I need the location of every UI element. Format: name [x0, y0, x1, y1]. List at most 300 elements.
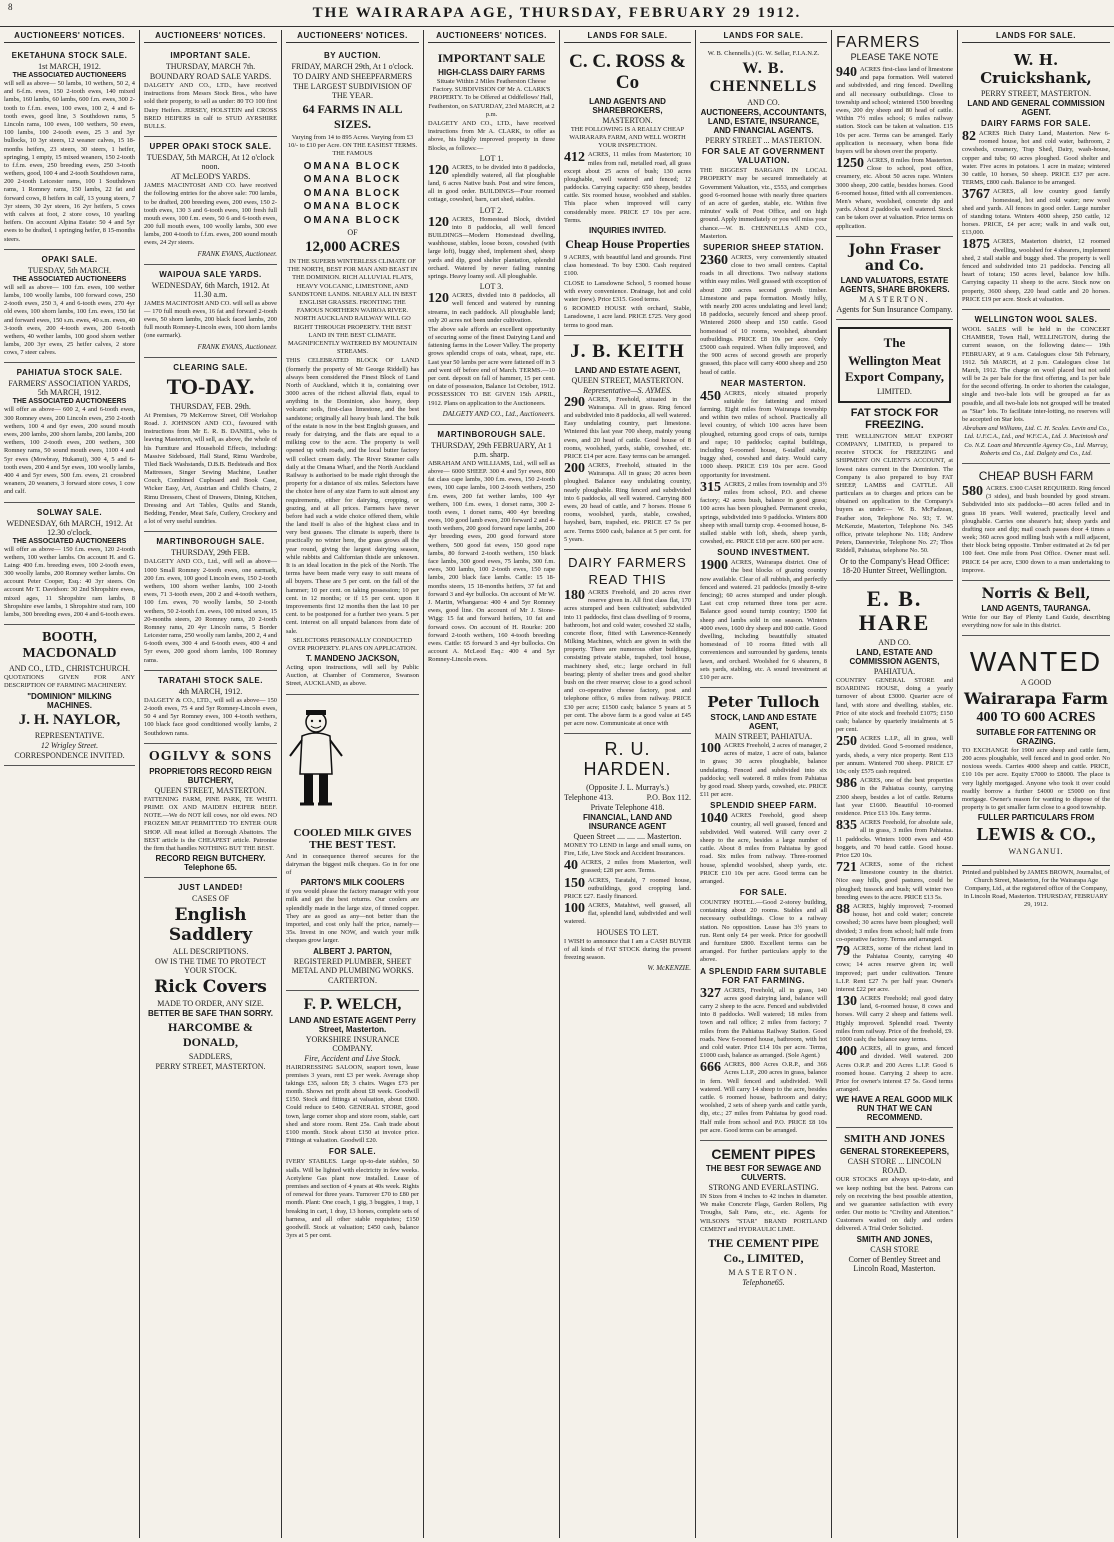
listing-acres: 250	[836, 734, 857, 750]
ad-body: CLOSE to Lansdowne School, 5 roomed house with every convenience. Drainage, hot and cold water (new). Price £315. Good terms.	[564, 279, 691, 303]
listing-acres: 1875	[962, 237, 990, 253]
ad-title: IMPORTANT SALE.	[170, 51, 251, 60]
cruickshank-ad	[962, 46, 1110, 310]
publisher-imprint: Printed and published by JAMES BROWN, Journalist, of Church Street, Masterton, for the Wairarapa Age Company, Ltd., at the registered office of the Company, in Lincoln Road, Masterton. THURSDAY, FEBRUARY 29, 1912.	[962, 865, 1110, 909]
ad-body: DALGETY AND CO., LTD., have received instructions from Messrs Stock Bros., who have sold their property, to sell as under: 80 TO 100 first Dairy Heifers. JERSEY, HOLSTEIN and CROSS BRED HEIFERS in calf to STUD AYRSHIRE BULLS.	[144, 82, 277, 130]
ad-sub: AND CO., LTD., CHRISTCHURCH.	[8, 664, 131, 674]
ad-telephone: Telephone65.	[742, 1277, 785, 1287]
lot-3	[428, 282, 555, 325]
ad-sub: HIGH-CLASS DAIRY FARMS	[438, 68, 545, 77]
ad-firm-name: ALBERT J. PARTON,	[313, 946, 392, 956]
listing-text: ACRES, nicely situated properly suitable for fattening and mixed farming. Eight miles from Wairarapa township and within two miles of school. Practically all level country, of which 100 acres have been ploughed, returning good crops of oats, turnips and rape; 10 paddocks; capital buildings, including 6-roomed house, 6-stalled stable, buggy shed, cowshed and dairy. Would carry 1000 sheep. PRICE £19 10s per acre. Good opportunity for investment.	[700, 389, 827, 479]
ad-sub: AND CO.	[878, 637, 911, 647]
ad-place: BOUNDARY ROAD SALE YARDS.	[149, 72, 272, 81]
ad-product: Wairarapa Farm	[964, 688, 1108, 708]
milkman-illustration	[286, 704, 346, 814]
dairy-farmers-ad	[564, 550, 691, 734]
ad-firm-name: OGILVY & SONS	[148, 748, 273, 764]
ad-body: And in consequence thereof secures for the dairyman the biggest milk cheques. Go in for one of	[286, 852, 419, 876]
opaki-sale-ad	[4, 250, 135, 364]
ad-firm-name: THE CEMENT PIPE Co., LIMITED,	[707, 1235, 820, 1265]
column-4	[424, 30, 560, 1538]
ad-signature: FRANK EVANS, Auctioneer.	[197, 249, 277, 258]
ad-firm: THE ASSOCIATED AUCTIONEERS	[12, 72, 127, 79]
omana-block-ad	[286, 46, 419, 695]
ad-sub: STOCK, LAND AND ESTATE AGENT,	[710, 713, 817, 732]
listing-acres: 3767	[962, 187, 990, 203]
parton-milk-cooler-ad	[286, 695, 419, 991]
listing-acres: 412	[564, 150, 585, 166]
lot-label: LOT 1.	[479, 153, 504, 163]
column-7	[832, 30, 958, 1538]
ad-private-telephone: Private Telephone 418.	[590, 802, 665, 812]
listing-text: ACRES Freehold, 2 acres of manager, 2 acres of maize, 1 acre of oats, balance in grass; 30 acres ploughable, balance undulating. Fenced and subdivided into six paddocks; well watered. 8 miles from Pahiatua by good road. Sheep yards, cowshed, etc. PRICE £11 per acre.	[700, 742, 827, 799]
upper-opaki-sale-ad	[144, 137, 277, 265]
ad-sub: CASES OF	[191, 894, 230, 904]
ad-title: IMPORTANT SALE	[437, 51, 546, 65]
ad-signatories: Abraham and Williams, Ltd. C. H. Scales. Levin and Co., Ltd. U.F.C.A., Ltd., and W.F.C.A., Ltd. J. Macintosh and Co. N.Z. Loan and Mercantile Agency Co., Ltd. Murray, Roberts and Co., Ltd. Dalgety and Co., Ltd.	[962, 425, 1110, 457]
ad-body: DALGETY AND CO., LTD., have received instructions from Mr A. CLARK, to offer as above, his highly improved property in three Blocks, as follows:—	[428, 119, 555, 152]
ad-product: PARTON'S MILK COOLERS	[300, 878, 405, 888]
lot-label: LOT 2.	[479, 205, 504, 215]
pahiatua-sale-ad	[4, 363, 135, 502]
ad-sub: STRONG AND EVERLASTING.	[708, 1182, 819, 1192]
ad-product: Rick Covers	[154, 977, 267, 998]
ad-sub: GENERAL STOREKEEPERS,	[839, 1147, 950, 1157]
ad-firm-name: C. C. ROSS & Co	[569, 51, 686, 93]
column-header: AUCTIONEERS' NOTICES.	[144, 30, 277, 43]
listing-acres: 721	[836, 860, 857, 876]
wool-sales-ad	[962, 310, 1110, 464]
ad-body: ABRAHAM AND WILLIAMS, Ltd., will sell as above— 6000 SHEEP. 300 4 and 5yr ewes, 800 fat class cape lambs, 300 f.m. ewes, 150 2-tooth ewes, 100 cape lambs, 100 2-tooth wethers, 250 f.m. ewes, 200 fat wether lambs, 100 4yr wethers, 100 f.m. ewes, 1 dorset rams, 300 2-tooth ewes, 1 dorset rams, 400 4yr breeding ewes, 100 good lamb ewes, 200 forward 2 and 4-tooth wethers, 200 good forward rape lambs, 200 4yr breeding ewes, 200 good forward store wethers, 500 good fat ewes, 150 good rape lambs, 80 forward 2-tooth wethers, 150 black face lambs, 300 good ewes, 75 lambs, 300 f.m. ewes, 300 lambs, 100 2-tooth ewes, 150 rape lambs, 200 black face lambs. Cattle: 15 18-months steers, 15 18-months heifers, 37 fat and forward 3 and 4yr bullocks. On account of Mr W. J. Martin, Whangaroa: 400 4 and 5yr Romney ewes, good line. On account of Mr J. Stone-Wigg: 15 fat and forward heifers, 10 fat and forward cows. On account of H. Rourke: 200 forward 2-tooth wethers, 160 4-tooth breeding ewes. Cattle: 65 forward 3 and 4yr bullocks. On account A. McLeod Esq.: 400 4 and 5yr Romney-Lincoln ewes.	[428, 459, 555, 664]
listing-text: ACRES, Freehold, situated in the Wairarapa. All in grass; 20 acres been ploughed. Balance easy undulating country, nearly ploughable. Ring fenced and subdivided into 6 paddocks, all well watered. Carrying 800 ewes, 20 head of cattle, and 7 horses. House 6 rooms, woolshed, yards, stable, cowshed, hayshed, barn, trapshed, etc. PRICE £7 5s per acre. Terms £600 cash, balance at 5 per cent. for 5 years.	[564, 462, 691, 543]
ad-signature: FRANK EVANS, Auctioneer.	[197, 342, 277, 351]
ad-slogan: BETTER BE SAFE THAN SORRY.	[147, 1009, 274, 1019]
booth-macdonald-ad	[4, 625, 135, 765]
norris-bell-ad	[962, 581, 1110, 636]
ad-address: PAHIATUA.	[873, 666, 916, 676]
listing-text: ACRES, Taratahi, 7 roomed house, outbuildings, good cropping land. PRICE £27. Easily financed.	[564, 876, 691, 900]
listing-text: ACRES Freehold, and 20 acres river reserve given in. All first class flat, 170 acres stumped and been cultivated; subdivided into 11 paddocks, first class dwelling of 9 rooms, bathroom, hot and cold water, cowshed 32 stalls, concrete floor, fitted with Lawrence-Kennedy Milking Machines, which are given in with the property. There are numerous other buildings, consisting private stable, trapshed, tool house, machinery shed, etc.; large orchard in full bearing; plenty of shelter trees and good shelter bush on the river reserve; close to a good school and co-operative cheese factory, post and telephone office, 6 miles from railway. PRICE £30 per acre; £1500 cash; balance 5 years at 5 per cent. The above farm is a good value at £45 per acre now. Communicate at once with	[564, 588, 691, 727]
ad-date: THURSDAY, FEB. 29th.	[170, 401, 251, 411]
ad-sub: AUCTIONEERS, ACCOUNTANTS, LAND, ESTATE, INSURANCE, AND FINANCIAL AGENTS.	[700, 108, 827, 136]
ad-body: THE FOLLOWING IS A REALLY CHEAP WAIRARAPA FARM, AND WELL WORTH YOUR INSPECTION.	[569, 125, 686, 150]
ad-headline: READ THIS	[588, 571, 667, 587]
lot-text: ACRES, divided into 8 paddocks, all well fenced and watered by running streams, in each paddock. All ploughable land; only 20 acres not been under cultivation.	[428, 292, 555, 324]
farmers-heading: FARMERS	[836, 34, 921, 51]
important-sale-ad	[144, 46, 277, 137]
ad-body: Situate Within 2 Miles Featherston Cheese Factory. SUBDIVISION OF Mr A. CLARK'S PROPERTY. To be Offered at Oddfellows' Hall, Featherston, on SATURDAY, 23rd MARCH, at 2 p.m.	[428, 78, 555, 118]
listing-acres: 940	[836, 65, 857, 80]
listing-text: ACRES, Wairarapa district. One of the best blocks of grazing country now available. Clear of all rubbish, and perfectly fenced and watered. 21 paddocks (mostly 8-wire fencing); 60 acres stumped and under plough. Last cut crop returned three tons per acre. Balance good sound turnip country; 1500 fat sheep and lambs sold in one season. Winters 4000 ewes, 1600 dry sheep and 800 cattle. Good dwelling, including beautifully situated homestead of 10 rooms fitted with all conveniences and surrounded by gardens, tennis lawn, and orchard. Woolshed for 6 shearers, 8 sets yards, stabling, etc. A sound investment at £10 per acre.	[700, 559, 827, 681]
ad-sub: THE LARGEST SUBDIVISION OF THE YEAR.	[293, 82, 412, 100]
ad-footer: RECORD REIGN BUTCHERY. Telephone 65.	[155, 854, 266, 873]
ad-firm-name: R. U. HARDEN.	[583, 739, 672, 779]
ad-sub: Agents for Sun Insurance Company.	[836, 304, 953, 314]
ad-body: will sell as above— 50 lambs, 10 wethers, 50 2, 4 and 6-f.m. ewes, 150 2-tooth ewes, 140 mixed lambs, 160 lambs, 60 lambs, 600 f.m. ewes, 300 2-tooth to f.f.m. ewes, 100 ewes, 100 2, 4 and 6-tooth ewes, good line, 3 Southdown rams, 5 Lincoln rams, 100 ewes, 100 wethers, 50 ewes, 100 lambs, 100 2-tooth ewes, 25 3 and 3yr bullocks, 10 3yr steers, 12 weaner calves, 15 18-months heifers, 23 steers, 30 steers, 1 heifer, springing, 1 empty, 15 mixed weaners, 150 2-tooth to f.f.m. ewes, 250 breeding ewes, 250 3-tooth wethers, good, 100 4 and 2-tooth Southdown rams, 200 2-tooth Leicester rams, 100 1 Southdown rams, 1 Romney rams, 150 lambs, 22 fat and forward cows, 8 heifers in calf, 13 young steers, 7 3yr steers, 30 2yr steers, 16 2yr heifers, 5 cows with calves at foot, 2 store cows, 10 yearling heifers. On account Alpina Estate: 50 4 and 5yr ewes to be drafted, 1 springing heifer, 8 15-months steers.	[4, 80, 135, 243]
ad-title: CLEARING SALE.	[173, 362, 248, 372]
ad-product: "DOMINION" MILKING MACHINES.	[27, 691, 112, 710]
page-number: 8	[8, 2, 13, 12]
ross-ad	[564, 46, 691, 336]
ad-firm: THE ASSOCIATED AUCTIONEERS	[12, 537, 127, 545]
ad-title: FOR SALE.	[328, 1147, 377, 1157]
taratahi-sale-ad	[144, 671, 277, 744]
listing-acres: 580	[962, 483, 983, 499]
ad-body: OW IS THE TIME TO PROTECT YOUR STOCK.	[154, 957, 267, 976]
ad-headline: COOLED MILK GIVES THE BEST TEST.	[293, 826, 412, 851]
ad-range: 400 TO 600 ACRES	[976, 709, 1096, 725]
ad-address: CARTERTON.	[328, 975, 377, 985]
listing-acres: 180	[564, 587, 585, 603]
ad-title: OPAKI SALE.	[41, 254, 98, 264]
listing-text: ACRES. £300 CASH REQUIRED. Ring fenced (3 sides), and bush bounded by good stream. Subdivided into six paddocks—80 acres felled and in grass 18 years. Well watered, practically level and ploughable. Carries one shearer's hut; sheep yards and drafting race and dip; mail coach passes door 4 times a week; 360 acres good milling bush with a mill adjacent, their block being opposite. Timber estimated at 2s 6d per 100 feet. One mile from Post Office. Owner must sell. PRICE £4 per acre, £300 down to a man undertaking to improve.	[962, 484, 1110, 574]
ad-body: will offer as above— 600 2, 4 and 6-tooth ewes, 300 Romney ewes, 200 Lincoln ewes, 250 2-tooth wethers, 100 4 and 6yr ewes, 200 sound mouth ewes, 200 lambs, 200 shorn lambs, 200 lambs, 200 wethers, 100 2-tooth ewes, 200 wethers, 300 Romney rams, 50 sound mouth ewes, 1100 4 and 5yr ewes (Mowbray, Hukanui), 300 4, 5 and 6-tooth ewes, 200 4 and 5yr ewes, 100 woolly lambs, 400 4 and 5yr ewes, 500 f.m. ewes, 21 crossbred weaners, 20 weaners, 3 forward store cows, 1 cow and calf.	[4, 406, 135, 496]
column-header: AUCTIONEERS' NOTICES.	[428, 30, 555, 43]
listing-acres: 666	[700, 1060, 721, 1076]
ad-headline: Cheap House Properties	[565, 237, 690, 252]
listing-text: ACRES, all low country good family homestead, hot and cold water; new wool shed and yards. All fences in good order. Large number of standing totara. Winters 4000 sheep, 250 cattle, 12 horses. PRICE, £4 per acre; walk in and walk out, £13,000.	[962, 188, 1110, 237]
ad-firm-name: E. B. HARE	[858, 585, 931, 635]
ad-sub: HOUSES TO LET.	[596, 927, 659, 937]
listing-text: ACRES, some of the richest limestone country in the district. Nice easy hills, good pastures, could be ploughed; tussock and bush; will winter two breeding ewes to the acre. PRICE £13 5s.	[836, 861, 953, 901]
ad-date: THURSDAY, MARCH 7th.	[165, 62, 256, 71]
lot-acres: 120	[428, 291, 449, 307]
listing-text: ACRES Freehold, for absolute sale, all in grass, 3 miles from Pahiatua. 11 paddocks. Winters 1000 ewes and 450 hoggets, and 70 head cattle. Good house. Price £20 10s.	[836, 819, 953, 859]
ad-body: JAMES MACINTOSH AND CO. have received the following entries for the above sale: 700 lambs, to be drafted, 200 breeding ewes, 200 ewes, 150 2-tooth ewes, 130 3 and 6-tooth ewes, 100 fresh full mouth ewes, 100 f.m. ewes, 50 6 and 6-tooth ewes, 200 full mouth ewes, 100 woolly lambs, 300 ewe lambs, 200 4-tooth to f.f.m. ewes, 200 sound mouth ewes, 24 2yr steers.	[144, 182, 277, 247]
ad-address: PERRY STREET, MASTERTON.	[980, 89, 1092, 98]
cheap-bush-farm-ad	[962, 464, 1110, 581]
listing-text: ACRES Freehold, good sheep country, all well grassed, fenced and subdivided. Well watered. Will carry over 2 sheep to the acre, besides a large number of cattle. About 8 miles from Pahiatua by good road. Six miles from railway. Three-roomed house, splendid woolshed, sheep yards, etc. PRICE £10 10s per acre. Good terms can be arranged.	[700, 812, 827, 885]
ad-address: MASTERTON.	[602, 115, 653, 125]
listing-text: ACRES, very conveniently situated close to two small centres. Capital roads in all directions. Two railway stations within easy miles. Well grassed with exception of about 200 acres second growth timber. Limestone and papa formation. Mostly hilly, with nearly 200 acres undulating and level land; 18 paddocks, securely fenced and sheep proof. Wintered 2600 sheep and 150 cattle. Good homestead of 10 rooms, woolshed, abundant outbuildings. PRICE £8 10s per acre. Only £5000 cash required. When fully improved, and the 900 acres of second growth are properly grassed, this place will carry 4000 sheep and 250 head of cattle.	[700, 253, 827, 376]
listing-text: ACRES, 2 miles from township and 3½ miles from school, P.O. and cheese factory; 42 acres bush, balance in good grass; 100 acres has been ploughed. Permanent creeks, springs, subdivided into 9 paddocks. Winters 800 sheep with small turnip crop. 4-roomed house, 8-stalled stable with loft, sheds, sheep yards, cowshed, etc. PRICE £18 per acre. 600 per acre.	[700, 480, 827, 546]
listing-acres: 2360	[700, 252, 728, 268]
ad-agent: T. MANDENO JACKSON,	[305, 654, 400, 664]
ad-body: DALGETY AND CO., Ltd., will sell as above— 1000 Small Romney 2-tooth ewes, one earmark, 200 f.m. ewes, 100 good Lincoln ewes, 150 2-tooth wethers, 100 shorn wether lambs, 100 2-tooth ewes, 71 3-tooth ewes, 200 2 and 4-tooth wethers, 100 f.m. ewes, 70 woolly lambs, 50 2-tooth wethers, 50 2-tooth f.m. ewes, 100 mixed sexes, 15 20-months steers, 20 Romney rams, 20 2-tooth Romney rams, 20 4yr Lincoln rams, 5 Border Leicester rams, 250 woolly ram lambs, 200 2, 4 and 6-tooth ewes, 300 4 and 6-tooth ewes, 400 4 and 5yr ewes, 200 good shorn lambs, 100 Romney rams.	[144, 558, 277, 664]
listing-acres: 400	[836, 1044, 857, 1060]
ad-body: I WISH to announce that I am a CASH BUYER of all kinds of FAT STOCK during the present freezing season.	[564, 937, 691, 962]
lot-acres: 120	[428, 214, 449, 230]
ad-date: WEDNESDAY, 6th March, 1912. At 11.30 a.m.	[151, 280, 270, 299]
omana-line: OMANA BLOCK	[303, 201, 402, 213]
keith-ad	[564, 336, 691, 550]
ad-firm-name: BOOTH, MACDONALD	[22, 630, 117, 662]
ad-sub: ALL DESCRIPTIONS.	[172, 947, 249, 957]
listing-text: ACRES, highly improved; 7-roomed house, hot and cold water; concrete cowshed; 30 acres have been ploughed; well divided; 3 miles from school; half mile from co-operative factory. Terms and arranged.	[836, 903, 953, 943]
ad-sub: LIMITED.	[877, 386, 912, 396]
ad-body: WOOL SALES will be held in the CONCERT CHAMBER, Town Hall, WELLINGTON, during the current season, on the following dates:— 19th FEBRUARY, at 9 a.m. Catalogues close 5th February, 1912. 5th MARCH, at 2 p.m. Catalogues close 1st March, 1912. The charge on wool placed but not sold will be 2s per bale for the first offering, and 1s per bale for the second offering. In order to shorten the catalogue, single and two-bale lots will be grouped as far as possible, and all two-bale lots not grouped will be treated as "Star" lots. To facilitate inter-lotting, no reserves will be accepted on Star lots.	[962, 325, 1110, 423]
ad-date: WEDNESDAY, 6th MARCH, 1912. At 12.30 o'clock.	[6, 518, 133, 537]
ad-footer: CORRESPONDENCE INVITED.	[14, 750, 125, 760]
listing-acres: 315	[700, 479, 721, 495]
ad-sub: TO DAIRY AND SHEEPFARMERS	[292, 72, 413, 81]
ad-body: THIS CELEBRATED BLOCK OF LAND (formerly the property of Mr George Riddell) has always been considered the Finest Block of Land North of Auckland, which it is, containing over 3000 acres of the richest alluvial flats, equal to anything in the Dominion, also heavy, deep volcanic soils, first-class limestone, and the best sandstone; originally all heavy bush land. The bulk of the estate is now in the best English grasses, and ready for dairying, and the flats are equal to a milking cow to the acre. The property is well opened up with roads, and the local butter factory will collect cream daily. The River Steamer calls daily at the Omana Wharf, and the North Auckland Railway is authorised to be made right through the property for a distance of six miles. Selectors have the choice here of any size Farm to suit almost any requirements, either for dairying, cropping, or grazing, and at all prices. Farmers have never before had such a wide choice offered them, while the land itself is also of the highest class and in very best grasses. The climate is superb, there is practically no winter here, the grass grows all the year round, giving the largest dairying season, while rabbits and Californian thistle are unknown. It is an ideal location in the pick of the North. The terms have been made very easy to suit means of all buyers. These are 5 per cent. on the fall of the hammer; 10 per cent. on taking possession; 10 per cent. in 12 months; or if 15 per cent. upon it improvements first 12 months then the last 10 per cent. to be postponed for a further two years. 5 per cent. interest on all unpaid balances from date of sale.	[286, 357, 419, 635]
ad-date: TUESDAY, 5th MARCH.	[27, 265, 112, 275]
column-header: AUCTIONEERS' NOTICES.	[286, 30, 419, 43]
waipoua-sale-ad	[144, 265, 277, 358]
ad-firm: THE ASSOCIATED AUCTIONEERS	[12, 398, 127, 406]
listing-text: ACRES, Masterton district, 12 roomed dwelling, woolshed for 4 shearers, implement shed, 2 stall stable and buggy shed. The property is well fenced and subdivided into 21 paddocks. Fencing all heart of totara; 150 acres level, balance low hills. Carrying capacity 11 sheep to the acre. Stock now on property, 3600 sheep, 220 head cattle and 20 horses. PRICE £19 per acre. Stock at valuation.	[962, 238, 1110, 303]
listing-acres: 835	[836, 818, 857, 834]
ad-body: IN THE SUPERB WINTERLESS CLIMATE OF THE NORTH, BEST FOR MAN AND BEAST IN THE DOMINION. RICH ALLUVIAL FLATS, HEAVY VOLCANIC, LIMESTONE, AND SANDSTONE LANDS. NEARLY ALL IN BEST ENGLISH GRASSES. FRONTING THE FAMOUS NORTHERN WAIROA RIVER. NORTH AUCKLAND RAILWAY WILL GO RIGHT THROUGH PROPERTY. THE BEST LAND IN THE BEST CLIMATE. MAGNIFICENTLY WATERED BY MOUNTAIN STREAMS.	[287, 258, 418, 356]
ad-rep: REPRESENTATIVE.	[34, 730, 105, 740]
listing-acres: 79	[836, 943, 850, 959]
listing-text: ACRES, Freehold, situated in the Wairarapa. All in grass. Ring fenced and subdivided into 8 paddocks, all well watered. Easy undulating country, part limestone. Wintered this last year 700 sheep, mainly young ewes, and 20 head of cattle. Good house of 8 rooms, woolshed, yards, stable, cowshed, etc. PRICE £14 per acre. Easy terms can be arranged.	[564, 395, 691, 460]
newspaper-title: THE WAIRARAPA AGE, THURSDAY, FEBRUARY 29 1912.	[312, 4, 802, 21]
ad-firm: THE ASSOCIATED AUCTIONEERS	[12, 275, 127, 283]
ad-date: TUESDAY, 5th MARCH, At 12 o'clock noon.	[146, 153, 275, 172]
column-3	[282, 30, 424, 1538]
omana-block-list	[286, 160, 419, 228]
tulloch-ad	[700, 688, 827, 1141]
clearing-sale-ad	[144, 358, 277, 533]
ad-sub: FULLER PARTICULARS FROM	[977, 813, 1095, 823]
harden-ad	[564, 734, 691, 978]
listing-acres: 450	[700, 388, 721, 404]
ad-title: FOR SALE AT GOVERNMENT VALUATION.	[702, 147, 825, 166]
ad-body: THE WELLINGTON MEAT EXPORT COMPANY, LIMITED, is prepared to receive STOCK for FREEZING and SHIPMENT ON CLIENT'S ACCOUNT, at lowest rates current in the Dominion. The Company is also prepared to buy FAT SHEEP, LAMBS and CATTLE. All particulars as to charges and prices can be obtained on application to the Company's buyers as under:— W. B. McFadzean, Feather ston, Telephone No. 93; T. W. McKenzie, Masterton, Telephone No. 345 office, private telephone No. 118; Andrew Peters, Dannevirke, Telephone No. 27; Thos Riddell, Pahiatua, telephone No. 50.	[836, 432, 953, 555]
lot-text: ACRES, to be divided into 8 paddocks, splendidly watered, all flat ploughable land, 6 acres Native bush. Post and wire fences, all in good order. BUILDINGS—Four roomed cottage, cowshed, barn, cart shed, stables.	[428, 163, 555, 204]
ad-firm-name: F. P. WELCH,	[303, 995, 402, 1013]
ad-address: Or to the Company's Head Office: 18-20 Hunter Street, Wellington.	[839, 556, 950, 575]
ad-sub: LAND AND ESTATE AGENT Perry Street, Masterton.	[289, 1015, 416, 1034]
listing-text: ACRES, 8 miles from Masterton. Close to school, post office, creamery, etc. About 50 acres rape. Winters 3000 sheep, 200 cattle, besides horses. Good 6-roomed house, fitted with all conveniences. Men's whare, woolshed, concrete dip and yards. About 2 paddocks well watered. Stock can be taken over at valuation. Price terms on application.	[836, 157, 953, 230]
ad-sub: OF	[347, 228, 358, 238]
ad-sub: AND CO.	[747, 98, 780, 108]
ad-title: SUPERIOR SHEEP STATION.	[703, 242, 824, 252]
ad-title: FOR SALE.	[739, 888, 788, 898]
ad-agent: J. H. NAYLOR,	[18, 711, 121, 728]
listing-acres: 1040	[700, 811, 728, 827]
ad-signature: CASH STORE	[870, 1244, 919, 1254]
ad-address: QUEEN STREET, MASTERTON.	[154, 785, 267, 795]
ad-body: will offer as above— 150 f.m. ewes, 120 2-tooth wethers, 100 wether lambs. On account H. and G. Laing: 400 f.m. breeding ewes, 100 2-tooth ewes, 300 woolly lambs, 200 Romney wether lambs. On account Peter Cooper, Esq.: 40 3yr steers. On account Mr T. Davidson: 30 2nd Shropshire ewes, mixed ages, 11 Shropshire ram lambs, 8 Shropshire ewe lambs, 1 Shropshire stud ram, 100 lambs, 300 breeding ewes, 200 4 and 6-tooth ewes.	[4, 545, 135, 618]
ad-sub: LAND, ESTATE AND COMMISSION AGENTS,	[849, 647, 940, 666]
ad-firm-name: J. B. KEITH	[570, 340, 685, 362]
ad-footer: WE HAVE A REAL GOOD MILK RUN THAT WE CAN RECOMMEND.	[836, 1095, 953, 1123]
ad-address: MASTERTON.	[859, 294, 930, 304]
ad-firm-name: HARCOMBE & DONALD,	[168, 1020, 253, 1050]
ad-sub: (Opposite J. L. Murray's.)	[586, 782, 669, 792]
listing-acres: 327	[700, 985, 721, 1001]
ad-footer: Corner of Bentley Street and Lincoln Road, Masterton.	[848, 1254, 941, 1273]
ad-title: TARATAHI STOCK SALE.	[158, 675, 263, 685]
wanted-farm-ad	[962, 636, 1110, 861]
clark-property-ad	[428, 46, 555, 425]
ad-sub: MADE TO ORDER, ANY SIZE.	[157, 999, 264, 1009]
column-1	[0, 30, 140, 1538]
ad-firm-name: John Fraser and Co.	[848, 241, 941, 274]
lot-2	[428, 206, 555, 282]
ad-firm-name: LEWIS & CO.,	[976, 824, 1096, 845]
ad-body: JAMES MACINTOSH AND CO. will sell as above— 170 full mouth ewes, 16 fat and forward 2-tooth ewes, 50 shorn lambs, 200 black faced lambs, 200 full mouth Romney-Lincoln ewes, 100 shorn lambs (one earmark).	[144, 299, 277, 340]
listing-acres: 1900	[700, 558, 728, 574]
listing-acres: 82	[962, 129, 976, 144]
column-5	[560, 30, 696, 1538]
omana-line: OMANA BLOCK	[303, 174, 402, 186]
ad-sub: INQUIRIES INVITED.	[589, 226, 666, 236]
ad-sub: LAND AND ESTATE AGENT,	[574, 365, 681, 375]
ad-title: MARTINBOROUGH SALE.	[156, 537, 265, 547]
masthead	[0, 0, 1114, 27]
ad-address: CASH STORE ... LINCOLN ROAD.	[847, 1157, 942, 1176]
ad-body: THE BIGGEST BARGAIN IN LOCAL PROPERTY may be secured immediately at Government Valuation, viz., £553, and comprises good 6-roomed house with nearly three quarters of an acre of garden, stable, etc. Within five minutes' walk of Post Office, and on high ground. Apply immediately or you will miss your chance.—W. B. CHENNELLS AND CO., Masterton.	[700, 167, 827, 240]
ad-title: BY AUCTION.	[323, 51, 382, 60]
ad-body: DALGETY & CO., LTD., will sell as above— 150 2-tooth ewes, 75 4 and 5yr Romney-Lincoln ewes, 50 4 and 5yr Romney ewes, 100 4-tooth wethers, 100 black face good conditioned woolly lambs, 2 Southdown rams.	[144, 696, 277, 737]
listing-acres: 100	[700, 741, 721, 757]
listing-acres: 1250	[836, 156, 864, 172]
ad-title: SOUND INVESTMENT.	[717, 548, 810, 558]
ad-body: At Premises, 79 McKerrow Street, Off Workshop Road. J. JOHNSON AND CO., favoured with instructions from Mr E. R. B. DANIEL, who is leaving Masterton, will sell, as above, the whole of his Furniture and Household Effects, including: Massive Sideboard, Hall Stand, Rimu Wardrobe, Tiled Back Washstands, D.B.B. Bedsteads and Box Mattresses, Singer Sewing Machine, Leather Couch, Combined Cupboard and Book Case, Wicker Easy, Art, Austrian and Child's Chairs, 2 Rimu Dressers, Chest of Drawers, Dining, Kitchen, Dressing and Art Tables, Quilts and Stands, Bedding, Fender, Meat Safe, Cutlery, Crockery and a lot of very useful sundries.	[144, 411, 277, 526]
ad-acres: 12,000 ACRES	[304, 239, 401, 256]
ad-body: The above sale affords an excellent opportunity of securing some of the finest Dairying Land and fattening farms in the Lower Valley. The property grows splendid crops of oats, wheat, rape, etc. Last year 50 lambs per acre were fattened off in 3 and went off before end of March. TERMS.—10 per cent. deposit on fall of hammer, 15 per cent. on date of possession, Balance 1st October, 1912. POSSESSION TO BE GIVEN 15th APRIL, 1912. Plans on application to the Auctioneers.	[428, 325, 555, 407]
ad-date: THURSDAY, 29th FEB.	[171, 548, 250, 558]
column-6	[696, 30, 832, 1538]
lot-label: LOT 3.	[479, 282, 504, 292]
ad-date: 1st MARCH, 1912.	[38, 62, 101, 71]
ad-signature: DALGETY AND CO., Ltd., Auctioneers.	[442, 409, 555, 418]
ad-title: PAHIATUA STOCK SALE.	[16, 368, 123, 378]
eketahuna-sale-ad	[4, 46, 135, 250]
omana-line: OMANA BLOCK	[303, 187, 402, 199]
column-8	[958, 30, 1114, 1538]
welch-ad	[286, 991, 419, 1246]
ad-address: Queen Street .... .... .... Masterton.	[573, 831, 682, 841]
ad-headline: FAT STOCK FOR FREEZING.	[850, 406, 939, 431]
smith-jones-ad	[836, 1128, 953, 1277]
ad-body: if you would please the factory manager with your milk and get the best returns. Our coolers are splendidly made in the large size, of tinned copper. They are as good as any—not better than the imported, and cost only half the price, namely—35s. Invest in one NOW, and watch your milk cheques grow larger.	[286, 888, 419, 945]
ogilvy-sons-ad	[144, 744, 277, 878]
ad-sub: A GOOD	[1020, 677, 1052, 687]
ad-body: 9 ACRES, with beautiful land and grounds. First class homestead. To buy £300. Cash required £100.	[564, 254, 691, 278]
listing-acres: 290	[564, 394, 585, 410]
chennells-ad	[700, 46, 827, 688]
solway-sale-ad	[4, 503, 135, 626]
ad-firm-name: SMITH AND JONES	[844, 1133, 945, 1146]
ad-firm-name: Peter Tulloch	[707, 693, 820, 712]
ad-date: THURSDAY, 29th FEBRUARY, At 1 p.m. sharp.	[431, 440, 552, 459]
hare-ad	[836, 581, 953, 1129]
ad-date: 4th MARCH, 1912.	[178, 686, 243, 696]
ad-product: English Saddlery	[168, 905, 253, 946]
listing-text: ACRES first-class land of limestone and papa formation. Well watered and subdivided, and ring fenced. Dwelling and all necessary outbuildings. Close to township and school; wintered 1500 breeding ewes, 200 dry sheep and 80 head of cattle. Within 7½ miles school; 6 miles railway station. Stock can be taken at valuation. £15 10s per acre. Terms can be arranged. Early application is necessary, when bona fide buyers will be shown over the property.	[836, 66, 954, 155]
column-header: LANDS FOR SALE.	[700, 30, 827, 43]
ad-headline: CHEAP BUSH FARM	[978, 468, 1094, 483]
ad-headline: DAIRY FARMERS	[568, 554, 687, 570]
lot-text: ACRES, Homestead Block, divided into 8 paddocks, all well fenced BUILDINGS—Modern Homestead dwelling, washhouse, stables, loose boxes, cowshed (with large loft), buggy shed, implement shed, sheep yards and dip, good shelter plantation, splendid orchard. Watered by never failing running springs. Heavy loamy soil. All ploughable.	[428, 215, 555, 280]
fraser-ad	[836, 237, 953, 320]
listing-text: ACRES Rich Dairy Land, Masterton. New 6-roomed house, hot and cold water, bathroom, 2 cowsheds, creamery, Trap Shed, Dairy, wash-house, copper and tubs; 60 acres ploughed. Good shelter and water. Five acres in potatoes. 1 acre in maize; wintered 30 cattle, 10 horses, 50 sheep. PRICE £37 per acre. TERMS, £800 cash. Balance to be arranged.	[962, 130, 1110, 187]
ad-title: MARTINBOROUGH SALE.	[437, 429, 546, 439]
lot-acres: 120	[428, 162, 449, 178]
ad-body: MONEY TO LEND in large and small sums, on Fire, Life, Live Stock and Accident Insurances.	[564, 841, 691, 857]
ad-headline: WANTED	[969, 646, 1103, 678]
listing-text: ACRES, 800 Acres O.R.P., and 366 Acres L.I.P., 200 acres in grass, balance in fern. Well fenced and subdivided. Well watered. Will carry 14 sheep to the acre, besides cattle. 6 roomed house, bathroom and dairy; woolshed, 2 sets of sheep yards and cattle yards, dip, etc.; 27 miles from Pahiatua by good road. Half mile from school and P.O. PRICE £8 10s per acre. Good terms can be arranged.	[700, 1061, 827, 1134]
listing-acres: 130	[836, 994, 857, 1010]
ad-sub: YORKSHIRE INSURANCE COMPANY.	[305, 1034, 400, 1053]
ad-body: OUR STOCKS are always up-to-date, and we keep nothing but the best. Patrons can rely on receiving the best possible attention, and we guarantee satisfaction with every order. Our motto is: "Civility and Attention." Customers waited on daily and orders delivered. A Trial Order Solicited.	[836, 1176, 953, 1233]
ad-date: FARMERS' ASSOCIATION YARDS, 5th MARCH, 1912.	[8, 379, 131, 398]
ad-title: UPPER OPAKI STOCK SALE.	[149, 142, 272, 152]
ad-title: WELLINGTON WOOL SALES.	[974, 314, 1098, 324]
ad-place: AT McLEOD'S YARDS.	[170, 172, 251, 182]
ad-address: WANGANUI.	[1008, 847, 1064, 857]
listing-acres: 40	[564, 858, 578, 874]
ad-title: SOLWAY SALE.	[36, 507, 103, 517]
ad-contact-row	[564, 793, 691, 802]
ad-body: COUNTRY GENERAL STORE and BOARDING HOUSE, doing a yearly turnover of about £3000. Quarter acre of land, with store and dwelling, stables, etc. Price of site stock and freehold £1075; £150 cash; balance by quarterly instalments at 5 per cent.	[836, 676, 953, 734]
column-2	[140, 30, 282, 1538]
listing-text: ACRES L.I.P., all in grass, well divided. Good 5-roomed residence, yards, sheds, a very nice property. Rent £13 per annum. Wintered 700 sheep. PRICE £7 10s; only £575 cash required.	[836, 735, 953, 775]
listing-text: ACRES, Freehold, all in grass, 140 acres good dairying land, balance will carry 2 sheep to the acre. Fenced and subdivided into 8 paddocks. Well watered; 18 miles from town and rail office; 2 miles from factory; 7 miles from the Pahiatua Railway Station. Good roads. New 6-roomed house, bathroom, with hot and cold water. Price £14 10s per acre. Terms, £1000 cash, balance as arranged. (Sole Agent.)	[700, 986, 827, 1060]
ad-address: 12 Wrigley Street.	[40, 740, 99, 750]
ad-sub: PROPRIETORS RECORD REIGN BUTCHERY,	[149, 766, 272, 785]
ad-telephone: Telephone 413.	[564, 792, 614, 802]
ad-headline: CEMENT PIPES	[711, 1145, 816, 1162]
ad-title: DAIRY FARMS FOR SALE.	[980, 119, 1092, 128]
listing-acres: 88	[836, 902, 850, 917]
ad-body: Varying from 14 to 895 Acres. Varying from £3 10/- to £10 per Acre. ON THE EASIEST TERMS. THE FAMOUS	[287, 134, 418, 158]
ad-address: PERRY STREET, MASTERTON.	[155, 1062, 266, 1072]
ad-firm-name: W. B. CHENNELLS	[709, 60, 818, 95]
ad-body: COUNTRY HOTEL.—Good 2-storey building, containing about 20 rooms. Stables and all necessary outbuildings. Close to a railway station. No opposition. Lease has 3½ years to run. Rent only £4 per week. Price for goodwill and furniture £800. Excellent terms can be arranged. For further particulars apply to the above.	[700, 899, 827, 964]
ad-title: A SPLENDID FARM SUITABLE FOR FAT FARMING.	[700, 966, 827, 985]
ad-body: will sell as above— 100 f.m. ewes, 100 wether lambs, 100 woolly lambs, 100 forward cows, 250 2-tooth ewes, 250 3, 4 and 6-tooth ewes, 270 4yr old ewes, 100 shorn lambs, 100 f.m. ewes, 150 fat and forward ewes, 150 s.m. ewes, 40 s.m. ewes, 40 3-tooth ewes, 200 4-tooth ewes, 200 6-tooth wethers, 40 wether lambs, 100 good shorn wether lambs, 200 3yr ewes, 25 heifer calves, 2 store cows, 7 steer calves.	[4, 283, 135, 357]
listing-text: ACRES, one of the best properties in the Pahiatua county, carrying 2300 sheep, besides a lot of cattle. Returns last year £1600. Beautiful 10-roomed residence. Price £13 10s. Easy terms.	[836, 777, 953, 817]
ad-address: PERRY STREET ... MASTERTON.	[705, 136, 822, 146]
column-header: AUCTIONEERS' NOTICES.	[4, 30, 135, 43]
listing-text: ACRES, Matahiwi, well grassed, all flat, splendid land, subdivided and well watered.	[564, 902, 691, 926]
farmers-listings	[836, 62, 953, 237]
column-header: LANDS FOR SALE.	[962, 30, 1110, 43]
ad-firm-name: Wellington Meat Export Company,	[845, 352, 944, 384]
ad-body: IN Sizes from 4 inches to 42 inches in diameter. We make Concrete Flags, Garden Rollers, Pig Troughs, Salt Pans, etc., etc. Agents for WILSON'S "STAR" BRAND PORTLAND CEMENT and HYDRAULIC LIME.	[700, 1192, 827, 1233]
ad-sub: LAND VALUATORS, ESTATE AGENTS, SHARE BROKERS.	[839, 275, 950, 294]
ad-sub: LAND AGENTS AND SHAREBROKERS,	[589, 96, 666, 115]
ad-headline: TO-DAY.	[166, 373, 255, 399]
ad-sub: SUITABLE FOR FATTENING OR GRAZING.	[976, 727, 1096, 746]
ad-title: JUST LANDED!	[178, 883, 243, 893]
ad-body: SELECTORS PERSONALLY CONDUCTED OVER PROPERTY. PLANS ON APPLICATION.	[288, 636, 417, 652]
ad-partners: W. B. Chennells.) (G. W. Sellar, F.I.A.N.Z.	[707, 50, 820, 57]
listing-text: ACRES Freehold; real good dairy land, 6-roomed house, 8 cows and horses. Will carry 2 sheep and fattens well. Highly improved. Splendid road. Twenty miles from railway. Price of the freehold, £9. £1000 cash; the balance easy terms.	[836, 995, 953, 1043]
ad-body: Acting upon instructions, will sell by Public Auction, at Chamber of Commerce, Swanson Street, AUCKLAND, as above.	[286, 664, 419, 688]
martinborough-sheep-sale-ad	[428, 425, 555, 670]
listing-acres: 986	[836, 776, 857, 792]
ad-po-box: P.O. Box 112.	[646, 792, 691, 802]
ad-address: MASTERTON.	[728, 1267, 799, 1277]
ad-signature: SMITH AND JONES,	[856, 1234, 933, 1244]
omana-line: OMANA BLOCK	[303, 160, 402, 172]
omana-line: OMANA BLOCK	[303, 214, 402, 226]
martinborough-sale-ad	[144, 532, 277, 670]
ad-sub: FINANCIAL, LAND AND INSURANCE AGENT	[582, 812, 673, 831]
column-header: LANDS FOR SALE.	[564, 30, 691, 43]
ad-date: FRIDAY, MARCH 29th, At 1 o'clock.	[291, 62, 414, 71]
ad-headline: 64 FARMS IN ALL SIZES.	[302, 102, 403, 131]
ad-body: TO EXCHANGE for 1900 acre sheep and cattle farm, 200 acres ploughable, well fenced and in good order. No noxious weeds. Carries 4000 sheep and cattle. PRICE, £10 10s per acre. Equity £7000 to £8000. The place is very lightly mortgaged. Anyone who took it over could readily borrow a further £4000 or £5000 on first mortgage. Owner's reason for wanting to dispose of the property is to get smaller farm close to a good township.	[962, 746, 1110, 812]
ad-body: HAIRDRESSING SALOON, seaport town, lease premises 3 years, rent £3 per week. Average shop takings £35, saloon £8; 3 chairs. Wages £73 per month. Shows net profit about £8 week. Goodwill £150. Stock and fittings at valuation, about £600. Could reduce to £400. GENERAL STORE, good town, large corner shop and store room, stable, cart shed and store room. Rent 25s. Cash trade about £100 month. Stock about £150 at invoice price. Fittings at valuation. Goodwill £20.	[286, 1063, 419, 1145]
listing-text: ACRES, 11 miles from Masterton; 10 miles from rail, metalled road, all grass except about 25 acres of bush; 130 acres ploughable, well watered and fenced; 12 paddocks. Carrying capacity: 650 sheep, besides cattle. Six roomed house, woolshed and stables. This place when improved will carry considerably more. PRICE £7 10s per acre. Terms.	[564, 151, 691, 224]
listing-text: ACRES, some of the richest land in the Pahiatua County, carrying 40 cows; 14 acres reserve given in; well improved; part under cultivation. Tenure L.I.P. Rent £27 7s per half year. Owner's interest £22 per acre.	[836, 944, 953, 993]
ad-body: FATTENING FARM, PINE PARK, TE WHITI. PRIME OX AND MAIDEN HEIFER BEEF. NOTE.—We do NOT kill cows, nor old ewes. NO FROZEN MEAT PERMITTED TO ENTER OUR SHOP. All meat killed at Borough Abattoirs. The BEST article is the CHEAPEST article. Patronise the firm that handles NOTHING BUT THE BEST.	[144, 795, 277, 852]
lot-1	[428, 154, 555, 205]
ad-body: 6 ROOMED HOUSE with orchard, Stable, Lansdowne, 1 acre land. PRICE £725. Very good terms to good man.	[564, 305, 691, 329]
listing-acres: 200	[564, 461, 585, 477]
meat-export-box	[838, 327, 951, 403]
listing-text: ACRES, all in grass, and fenced and divided. Well watered. 200 Acres O.R.P. and 200 Acres L.I.P. Good 6 roomed house. Carrying 2 sheep to acre. Price for owner's interest £7 5s. Good terms arranged.	[836, 1045, 953, 1094]
